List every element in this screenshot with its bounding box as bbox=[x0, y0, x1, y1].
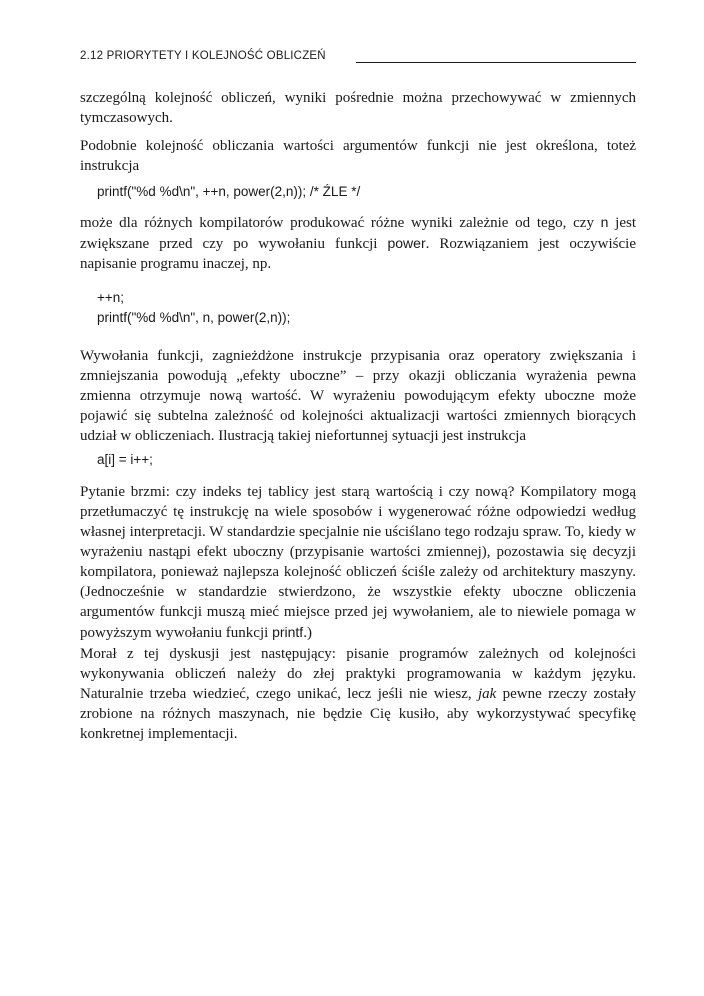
code-line-2a: ++n; bbox=[97, 290, 125, 305]
running-header bbox=[80, 50, 636, 66]
paragraph-2: Podobnie kolejność obliczania wartości argumentów funkcji nie jest określona, toteż instrukcja bbox=[80, 138, 636, 174]
func-power: power bbox=[387, 235, 426, 251]
paragraph-5: Pytanie brzmi: czy indeks tej tablicy jest starą wartością i czy nową? Kompilatory mogą przetłumaczyć tę instrukcję na wiele sposobów i wygenerować różne odpowiedzi według własnej interpretacji. W standardzie specjalnie nie uściślano tego rodzaju spraw. To, kiedy w wyrażeniu nastąpi efekt uboczny (przypisanie wartości zmiennej), pozostawia się decyzji kompilatora, ponieważ najlepsza kolejność obliczeń ściśle zależy od architektury maszyny. (Jednocześnie w standardzie stwierdzono, że wszystkie efekty uboczne obliczenia argumentów funkcji muszą mieć miejsce przed jej wywołaniem, ale to niewiele pomaga w powyższym wywołaniu funkcji printf.) bbox=[80, 484, 636, 641]
section-title: 2.12 PRIORYTETY I KOLEJNOŚĆ OBLICZEŃ bbox=[80, 50, 326, 62]
code-line-2b: printf("%d %d\n", n, power(2,n)); bbox=[97, 310, 291, 325]
emphasis-jak: jak bbox=[477, 686, 497, 702]
code-line-1: printf("%d %d\n", ++n, power(2,n)); /* ŹLE */ bbox=[97, 184, 361, 199]
code-line-3: a[i] = i++; bbox=[97, 452, 153, 467]
paragraph-1: szczególną kolejność obliczeń, wyniki pośrednie można przechowywać w zmiennych tymczasowych. bbox=[80, 90, 636, 126]
var-n: n bbox=[600, 214, 609, 230]
func-printf: printf bbox=[272, 624, 304, 640]
paragraph-6: Morał z tej dyskusji jest następujący: pisanie programów zależnych od kolejności wykonywania obliczeń należy do złej praktyki programowania w każdym języku. Naturalnie trzeba wiedzieć, czego unikać, lecz jeśli nie wiesz, jak pewne rzeczy zostały zrobione na różnych maszynach, nie będzie Cię kusiło, aby wykorzystywać specyfikę konkretnej implementacji. bbox=[80, 646, 637, 742]
header-rule bbox=[356, 62, 636, 63]
paragraph-3: może dla różnych kompilatorów produkować różne wyniki zależnie od tego, czy n jest zwiększane przed czy po wywołaniu funkcji power. Rozwiązaniem jest oczywiście napisanie programu inaczej, np. bbox=[80, 214, 636, 272]
paragraph-4: Wywołania funkcji, zagnieżdżone instrukcje przypisania oraz operatory zwiększania i zmniejszania powodują „efekty uboczne” – przy okazji obliczania wyrażenia pewna zmienna otrzymuje nową wartość. W wyrażeniu powodującym efekty uboczne może pojawić się subtelna zależność od kolejności aktualizacji wartości zmiennych biorących udział w obliczeniach. Ilustracją takiej niefortunnej sytuacji jest instrukcja bbox=[80, 348, 636, 444]
